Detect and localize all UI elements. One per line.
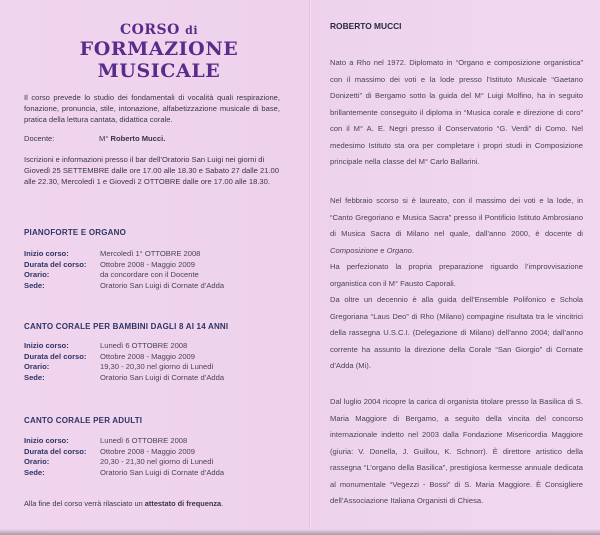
info-key: Inizio corso: bbox=[24, 436, 69, 445]
section-info-canto-bambini bbox=[24, 341, 224, 383]
title-di-word: di bbox=[185, 24, 199, 37]
info-row bbox=[24, 341, 224, 352]
info-row bbox=[24, 362, 224, 373]
info-value: Oratorio San Luigi di Cornate d’Adda bbox=[100, 372, 225, 382]
bio-p2-italic-2: Organo bbox=[386, 245, 412, 255]
bio-p2-and: e bbox=[378, 245, 387, 255]
section-info-pianoforte bbox=[24, 249, 224, 291]
info-key: Durata del corso: bbox=[24, 446, 87, 456]
paper-bottom-edge bbox=[0, 529, 600, 535]
info-key: Orario: bbox=[24, 362, 50, 371]
footnote-text: Alla fine del corso verrà rilasciato un bbox=[24, 499, 145, 508]
info-key: Orario: bbox=[24, 270, 50, 279]
certificate-note bbox=[24, 499, 223, 508]
section-title-pianoforte: PIANOFORTE E ORGANO bbox=[24, 228, 127, 237]
docente-name: Roberto Mucci. bbox=[110, 134, 166, 143]
info-row bbox=[24, 249, 224, 260]
info-row bbox=[24, 447, 224, 458]
bio-paragraph-3: Ha perfezionato la propria preparazione riguardo l’improvvisazione organistica con il M° Fausto Caporali. bbox=[330, 262, 583, 288]
bio-paragraph-4: Da oltre un decennio è alla guida dell’Ensemble Polifonico e Schola Gregoriana “Laus Deo” di Rho (Milano) compagine risultata tra le vincitrici della rassegna U.S.C.I. (Delegazione di Milano) dell’anno 2004; dall’anno corrente ha assunto la direzione della Corale “San Giorgio” di Cornate d’Adda (Mi). bbox=[330, 295, 583, 370]
center-fold bbox=[309, 0, 311, 535]
info-value: Ottobre 2008 - Maggio 2009 bbox=[100, 446, 195, 456]
docente-label: Docente: bbox=[24, 134, 55, 143]
info-value: Ottobre 2008 - Maggio 2009 bbox=[100, 259, 195, 269]
info-value: 19,30 - 20,30 nel giorno di Lunedì bbox=[100, 362, 214, 371]
info-key: Sede: bbox=[24, 372, 45, 382]
title-corso bbox=[24, 22, 294, 38]
title-corso-word: CORSO bbox=[119, 22, 180, 38]
bio-p2-end: . bbox=[411, 245, 415, 255]
bio-paragraph-5: Dal luglio 2004 ricopre la carica di organista titolare presso la Basilica di S. Maria Maggiore di Bergamo, a seguito della vincita del concorso internazionale indetto nel 2003 dalla Fondazione Misericordia Maggiore (giuria: V. Donella, J. Guillou, K. Schnorr). È direttore artistico della rassegna “L’organo della Basilica”, prestigiosa kermesse annuale dedicata al monumentale “Vegezzi - Bossi” di S. Maria Maggiore. È Consigliere dell’Associazione Italiana Organisti di Chiesa. bbox=[330, 397, 583, 505]
info-key: Sede: bbox=[24, 467, 45, 477]
bio-paragraph-2 bbox=[330, 193, 583, 259]
info-key: Durata del corso: bbox=[24, 259, 87, 269]
info-row bbox=[24, 468, 224, 479]
info-row bbox=[24, 457, 224, 468]
info-value: Oratorio San Luigi di Cornate d’Adda bbox=[100, 280, 225, 290]
info-row bbox=[24, 270, 224, 281]
section-title-canto-bambini: CANTO CORALE PER BAMBINI DAGLI 8 AI 14 ANNI bbox=[24, 322, 229, 331]
course-intro: Il corso prevede lo studio dei fondamentali di vocalità quali respirazione, fonazione, pronuncia, stile, intonazione, alfabetizzazione musicale di base, pratica della lettura cantata, didattica corale. bbox=[24, 93, 280, 124]
info-key: Sede: bbox=[24, 280, 45, 290]
bio-name: ROBERTO MUCCI bbox=[330, 21, 402, 31]
info-key: Inizio corso: bbox=[24, 341, 69, 350]
info-row bbox=[24, 436, 224, 447]
info-row bbox=[24, 352, 224, 363]
info-value: Mercoledì 1° OTTOBRE 2008 bbox=[100, 249, 201, 258]
info-value: Lunedì 6 OTTOBRE 2008 bbox=[100, 341, 188, 350]
iscrizioni-text: Iscrizioni e informazioni presso il bar dell’Oratorio San Luigi nei giorni di Giovedì 25 SETTEMBRE dalle ore 17.00 alle 18.30 e Sabato 27 dalle 21.00 alle 22.30, Mercoledì 1 e Giovedì 2 OTTOBRE dalle ore 17.00 alle 18.30. bbox=[24, 155, 279, 186]
docente-prefix: M° bbox=[99, 134, 111, 143]
section-info-canto-adulti bbox=[24, 436, 224, 478]
docente-line bbox=[24, 134, 165, 143]
info-key: Orario: bbox=[24, 457, 50, 466]
bio-paragraph-1: Nato a Rho nel 1972. Diplomato in “Organo e composizione organistica” con il massimo dei voti e la lode presso l’Istituto Musicale “Gaetano Donizetti” di Bergamo sotto la guida del M° Luigi Molfino, ha in seguito brillantemente conseguito il diploma in “Musica corale e direzione di coro” con il M° A. E. Negri presso il Conservatorio “G. Verdi” di Como. Nel medesimo Istituto sta ora per completare i propri studi in Composizione principale nella classe del M° Carlo Ballarini. bbox=[330, 58, 583, 166]
info-key: Inizio corso: bbox=[24, 249, 69, 258]
info-row bbox=[24, 260, 224, 271]
section-title-canto-adulti: CANTO CORALE PER ADULTI bbox=[24, 416, 143, 425]
info-row bbox=[24, 281, 224, 292]
bio-p2-italic-1: Composizione bbox=[330, 245, 379, 255]
info-value: Oratorio San Luigi di Cornate d’Adda bbox=[100, 467, 225, 477]
info-row bbox=[24, 373, 224, 384]
info-key: Durata del corso: bbox=[24, 351, 87, 361]
footnote-bold: attestato di frequenza bbox=[144, 499, 222, 508]
bio-p2-text: Nel febbraio scorso si è laureato, con il massimo dei voti e la lode, in “Canto Gregoriano e Musica Sacra” presso il Pontificio Istituto Ambrosiano di Musica Sacra di Milano nel quale, dall’anno 2000, è docente di bbox=[330, 196, 583, 238]
info-value: Ottobre 2008 - Maggio 2009 bbox=[100, 351, 195, 361]
info-value: da concordare con il Docente bbox=[100, 270, 199, 279]
info-value: 20,30 - 21,30 nel giorno di Lunedì bbox=[100, 457, 214, 466]
title-formazione-musicale: FORMAZIONE MUSICALE bbox=[79, 38, 239, 82]
footnote-end: . bbox=[221, 499, 224, 508]
info-value: Lunedì 6 OTTOBRE 2008 bbox=[100, 436, 188, 445]
